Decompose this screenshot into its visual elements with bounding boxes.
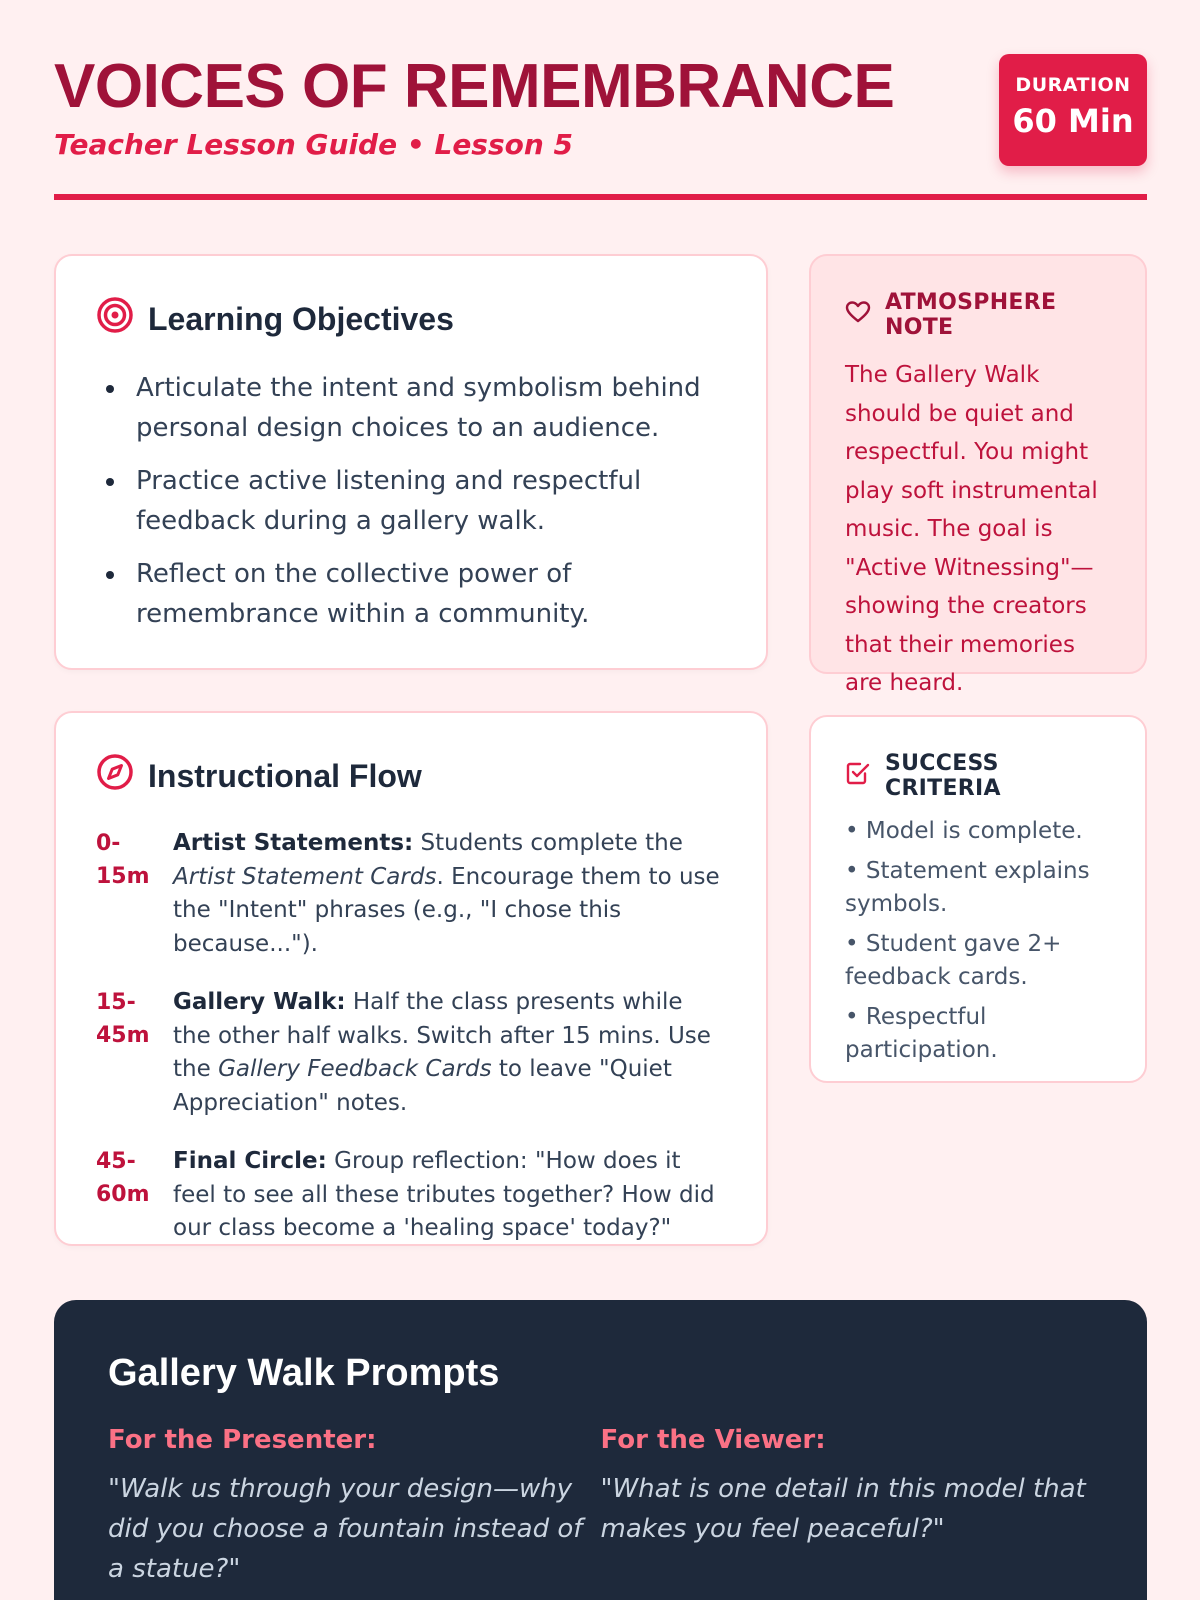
atmosphere-title: ATMOSPHERE NOTE — [885, 290, 1057, 340]
atmosphere-heading — [845, 290, 1111, 340]
flow-step-time — [96, 986, 173, 1120]
target-icon — [96, 296, 148, 342]
page-subtitle: Teacher Lesson Guide • Lesson 5 — [54, 128, 574, 161]
objectives-heading — [96, 296, 726, 342]
prompts-title: Gallery Walk Prompts — [108, 1352, 500, 1394]
success-heading — [845, 751, 1111, 801]
duration-label: DURATION — [1015, 74, 1131, 96]
flow-heading — [96, 753, 726, 799]
list-item: • Model is complete. — [845, 818, 1083, 844]
flow-step-text — [173, 827, 726, 961]
list-item: • Respectful participation. — [845, 1004, 998, 1063]
gallery-walk-prompts-panel — [54, 1300, 1147, 1600]
flow-step-text — [173, 986, 726, 1120]
learning-objectives-card — [54, 254, 768, 670]
flow-step — [96, 827, 726, 961]
atmosphere-note-card — [809, 254, 1147, 696]
atmosphere-text: The Gallery Walk should be quiet and respectful. You might play soft instrumental music. The goal is "Active Witnessing"—showing the creators that their memories are heard. — [845, 362, 1098, 696]
flow-step — [96, 986, 726, 1120]
checkbox-icon — [845, 760, 885, 792]
objectives-title: Learning Objectives — [148, 300, 454, 337]
success-title: SUCCESS CRITERIA — [885, 751, 1001, 801]
flow-steps — [96, 827, 726, 1246]
flow-step — [96, 1145, 726, 1246]
page-title: VOICES OF REMEMBRANCE — [54, 52, 895, 121]
duration-value: 60 Min — [1012, 102, 1134, 140]
presenter-question: "Walk us through your design—why did you choose a fountain instead of a statue?" — [108, 1474, 583, 1584]
time-end: 45m — [96, 1023, 150, 1048]
step-text-cont: . Encourage them to use the "Intent" phrases (e.g., "I chose this because..."). — [173, 863, 720, 957]
step-label: Gallery Walk: — [173, 989, 346, 1015]
time-start: 0- — [96, 831, 121, 856]
time-end: 15m — [96, 864, 150, 889]
step-label: Artist Statements: — [173, 830, 414, 856]
list-item: Reflect on the collective power of remembrance within a community. — [96, 554, 726, 634]
flow-title: Instructional Flow — [148, 757, 422, 794]
list-item: • Student gave 2+ feedback cards. — [845, 931, 1062, 990]
flow-step-text — [173, 1145, 726, 1246]
time-start: 45- — [96, 1149, 136, 1174]
step-label: Final Circle: — [173, 1148, 327, 1174]
viewer-prompt — [601, 1425, 1094, 1589]
instructional-flow-card — [54, 711, 768, 1246]
header-divider — [54, 194, 1147, 200]
time-start: 15- — [96, 990, 136, 1015]
step-text-cont: to leave "Quiet Appreciation" notes. — [173, 1056, 672, 1116]
presenter-label: For the Presenter: — [108, 1425, 377, 1455]
step-text: Students complete the — [420, 830, 683, 856]
flow-step-time — [96, 827, 173, 961]
viewer-label: For the Viewer: — [600, 1425, 826, 1455]
success-list — [845, 815, 1111, 1067]
prompt-columns — [108, 1425, 1093, 1589]
objectives-list — [96, 368, 726, 634]
success-criteria-card — [809, 715, 1147, 1083]
step-emphasis: Artist Statement Cards — [173, 863, 437, 890]
list-item: • Statement explains symbols. — [845, 858, 1090, 917]
heart-icon — [845, 300, 885, 330]
step-emphasis: Gallery Feedback Cards — [218, 1056, 492, 1082]
presenter-prompt — [108, 1425, 601, 1589]
flow-step-time — [96, 1145, 173, 1246]
list-item: Articulate the intent and symbolism behind personal design choices to an audience. — [96, 368, 726, 448]
time-end: 60m — [96, 1182, 150, 1207]
header — [54, 52, 1147, 161]
duration-badge — [999, 54, 1147, 166]
compass-icon — [96, 753, 148, 799]
list-item: Practice active listening and respectful feedback during a gallery walk. — [96, 461, 726, 541]
step-text: Half the class presents while the other half walks. Switch after 15 mins. Use the — [173, 989, 711, 1082]
viewer-question: "What is one detail in this model that makes you feel peaceful?" — [600, 1474, 1086, 1544]
step-text: Group reflection: "How does it feel to see all these tributes together? How did our class become a 'healing space' today?" — [173, 1148, 715, 1241]
